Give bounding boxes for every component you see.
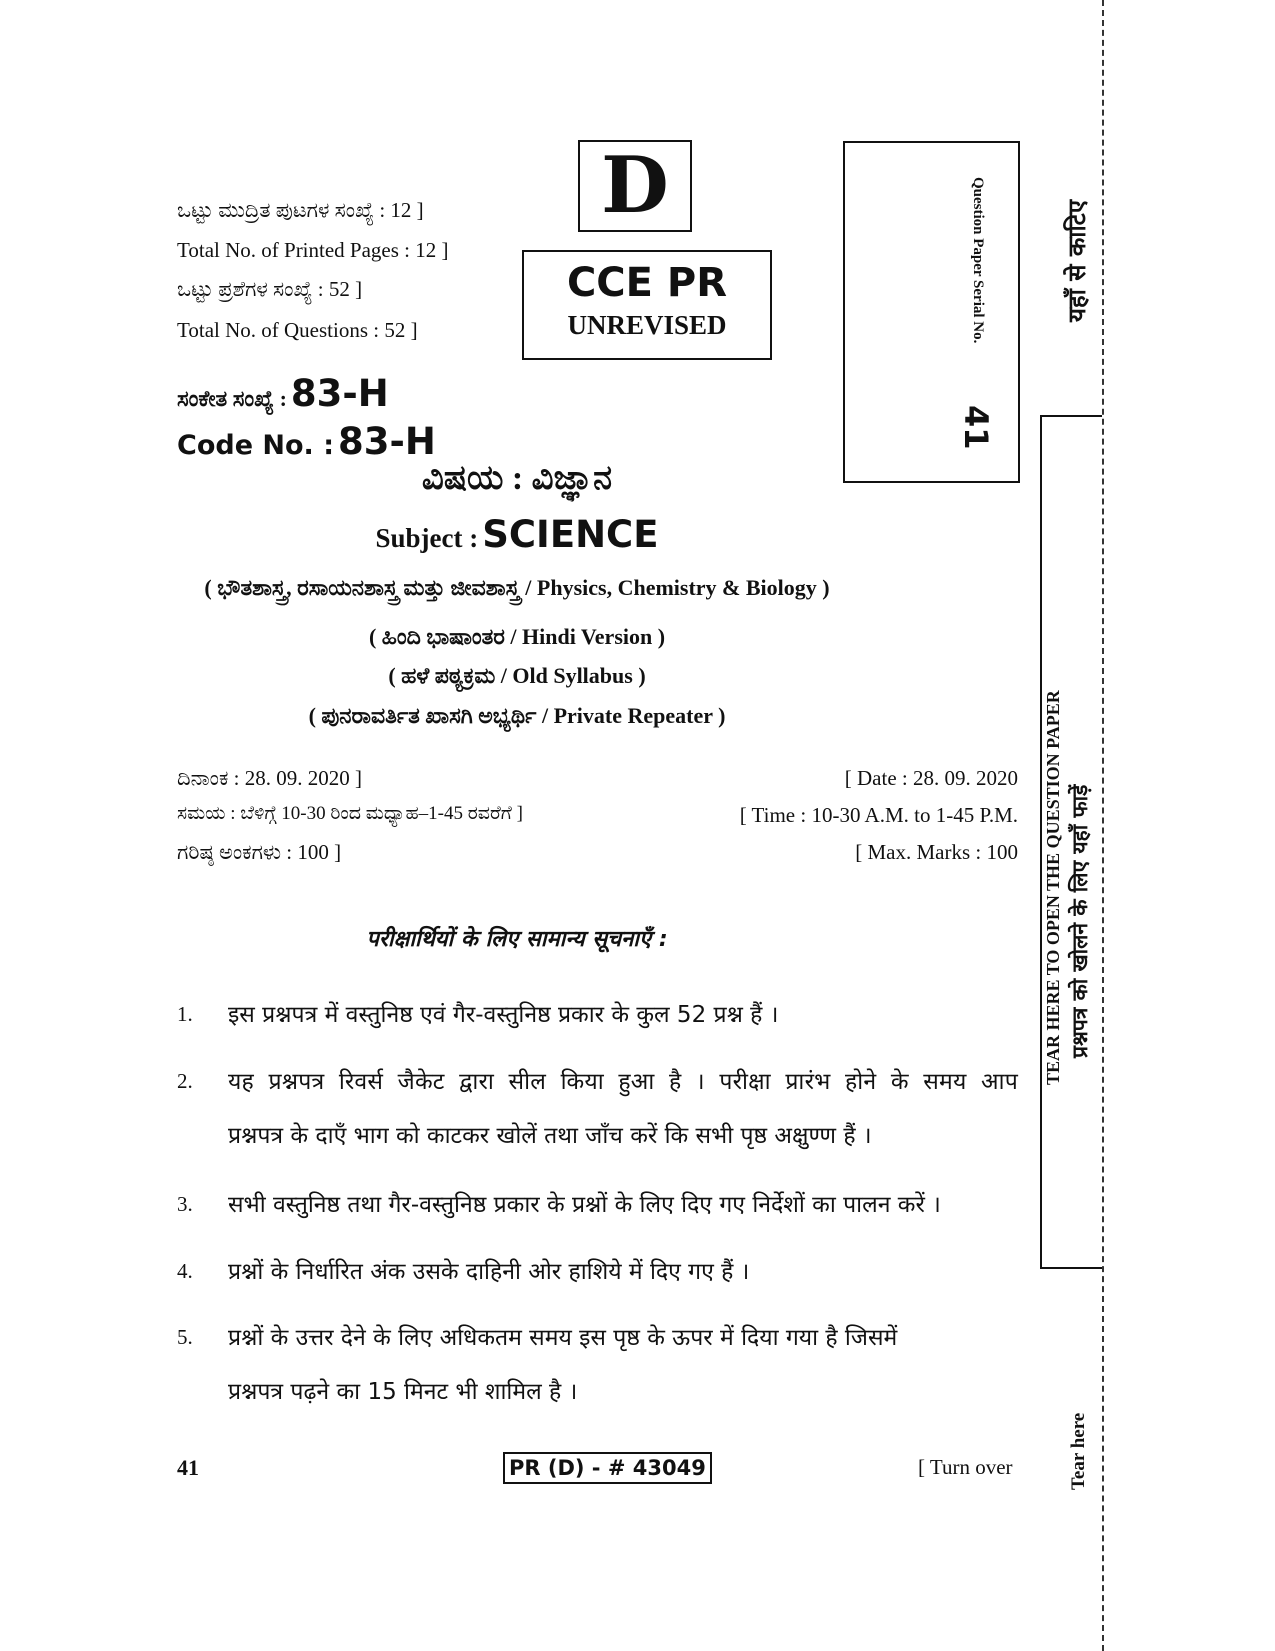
cce-box <box>522 250 772 360</box>
instr-num-4: 4. <box>177 1259 193 1283</box>
tear-instruction-en: TEAR HERE TO OPEN THE QUESTION PAPER <box>1043 690 1063 1085</box>
instr-5-line-1: प्रश्नों के उत्तर देने के लिए अधिकतम समय इस पृष्ठ के ऊपर में दिया गया है जिसमें <box>228 1325 898 1351</box>
cce-title: CCE PR <box>566 260 728 306</box>
instr-num-5: 5. <box>177 1325 193 1349</box>
kn-code-row <box>177 372 389 415</box>
branches-en: Physics, Chemistry & Biology ) <box>536 575 830 600</box>
instr-4-line-1: प्रश्नों के निर्धारित अंक उसके दाहिनी ओर हाशिये में दिए गए हैं । <box>228 1259 750 1285</box>
syllabus-en: Old Syllabus ) <box>512 663 646 688</box>
candidate-line <box>0 703 1034 729</box>
branches-kn: ( ಭೌತಶಾಸ್ತ್ರ, ರಸಾಯನಶಾಸ್ತ್ರ ಮತ್ತು ಜೀವಶಾಸ್ತ್ರ / <box>204 575 532 600</box>
candidate-en: Private Repeater ) <box>553 703 726 728</box>
serial-box <box>843 141 1020 483</box>
instr-num-3: 3. <box>177 1192 193 1216</box>
en-code-value: 83-H <box>338 420 436 463</box>
hindi-cut-here: यहाँ से काटिए <box>1063 199 1091 322</box>
kn-time: ಸಮಯ : ಬೆಳಿಗ್ಗೆ 10-30 ರಿಂದ ಮಧ್ಯಾಹ–1-45 ರವರೆಗೆ ] <box>177 803 523 824</box>
serial-value: 41 <box>957 405 995 450</box>
candidate-kn: ( ಪುನರಾವರ್ತಿತ ಖಾಸಗಿ ಅಭ್ಯರ್ಥಿ / <box>308 703 549 728</box>
kn-marks: ಗರಿಷ್ಠ ಅಂಕಗಳು : 100 ] <box>177 840 342 864</box>
version-kn: ( ಹಿಂದಿ ಭಾಷಾಂತರ / <box>368 624 517 649</box>
cce-subtitle: UNREVISED <box>567 310 727 340</box>
turn-over: [ Turn over <box>918 1455 1013 1479</box>
instr-2-line-1: यह प्रश्नपत्र रिवर्स जैकेट द्वारा सील किया हुआ है । परीक्षा प्रारंभ होने के समय आप <box>228 1069 1018 1095</box>
kn-code-value: 83-H <box>290 372 389 415</box>
instr-5-line-2: प्रश्नपत्र पढ़ने का 15 मिनट भी शामिल है । <box>228 1379 578 1405</box>
serial-label: Question Paper Serial No. <box>970 177 986 344</box>
instr-num-1: 1. <box>177 1002 193 1026</box>
instructions-title: परीक्षार्थियों के लिए सामान्य सूचनाएँ : <box>366 927 668 952</box>
tear-dashed-line <box>1102 0 1104 1651</box>
kn-date: ದಿನಾಂಕ : 28. 09. 2020 ] <box>177 766 362 790</box>
kn-printed-pages: ಒಟ್ಟು ಮುದ್ರಿತ ಪುಟಗಳ ಸಂಖ್ಯೆ : 12 ] <box>177 198 424 222</box>
instr-3-line-1: सभी वस्तुनिष्ठ तथा गैर-वस्तुनिष्ठ प्रकार के प्रश्नों के लिए दिए गए निर्देशों का पालन करें । <box>228 1192 941 1218</box>
paper-code-box: PR (D) - # 43049 <box>503 1452 712 1484</box>
en-printed-pages: Total No. of Printed Pages : 12 ] <box>177 238 449 262</box>
tear-instruction-hi: प्रश्नपत्र को खोलने के लिए यहाँ फाड़ें <box>1068 784 1092 1058</box>
set-letter: D <box>601 140 669 231</box>
instr-2-line-2: प्रश्नपत्र के दाएँ भाग को काटकर खोलें तथा जाँच करें कि सभी पृष्ठ अक्षुण्ण हैं । <box>228 1123 872 1149</box>
subject-value: SCIENCE <box>482 513 659 556</box>
instr-num-2: 2. <box>177 1069 193 1093</box>
en-date: [ Date : 28. 09. 2020 <box>844 766 1018 790</box>
en-total-questions: Total No. of Questions : 52 ] <box>177 318 418 342</box>
syllabus-kn: ( ಹಳೆ ಪಠ್ಯಕ್ರಮ / <box>388 663 507 688</box>
kn-code-label: ಸಂಕೇತ ಸಂಖ್ಯೆ : <box>177 386 287 411</box>
syllabus-line <box>0 663 1034 689</box>
instr-1-line-1: इस प्रश्नपत्र में वस्तुनिष्ठ एवं गैर-वस्तुनिष्ठ प्रकार के कुल 52 प्रश्न हैं । <box>228 1002 779 1028</box>
tear-here-label: Tear here <box>1068 1412 1089 1490</box>
set-letter-box <box>578 140 692 232</box>
en-code-row <box>177 420 436 463</box>
en-marks: [ Max. Marks : 100 <box>855 840 1018 864</box>
subject-kn: ವಿಷಯ : ವಿಜ್ಞಾನ <box>421 460 613 497</box>
subject-label: Subject : <box>375 523 479 553</box>
kn-total-questions: ಒಟ್ಟು ಪ್ರಶೆಗಳ ಸಂಖ್ಯೆ : 52 ] <box>177 277 363 301</box>
en-time: [ Time : 10-30 A.M. to 1-45 P.M. <box>739 803 1018 827</box>
subject-en <box>0 513 1034 556</box>
version-line <box>0 624 1034 650</box>
page-number: 41 <box>177 1455 199 1480</box>
version-en: Hindi Version ) <box>522 624 666 649</box>
branches-line <box>0 575 1034 601</box>
en-code-label: Code No. : <box>177 430 335 461</box>
